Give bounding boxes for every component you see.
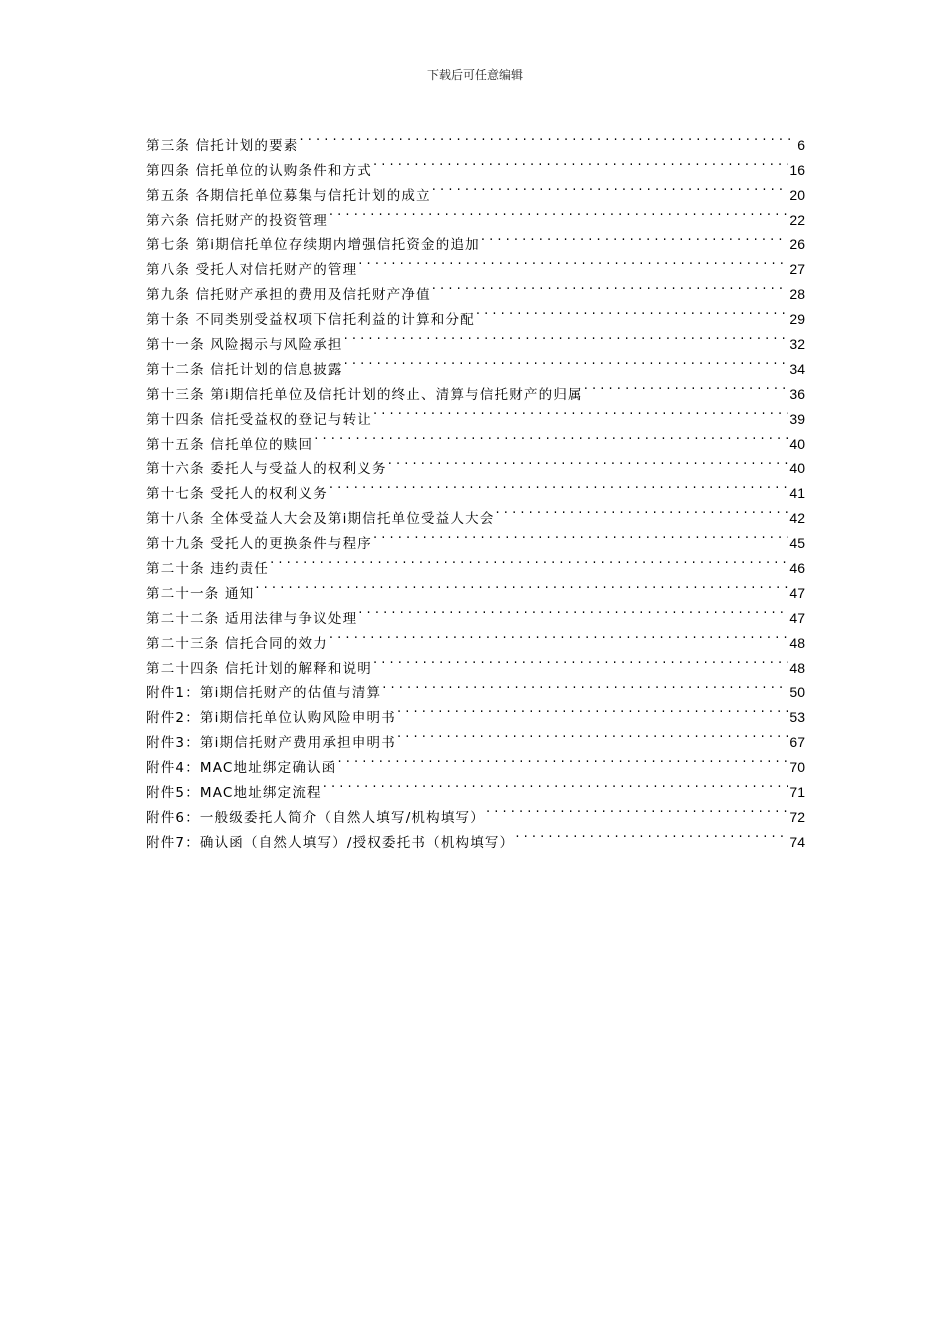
toc-entry-title: 第四条 信托单位的认购条件和方式 (146, 162, 372, 179)
page-header: 下载后可任意编辑 (426, 68, 523, 82)
toc-entry[interactable] (146, 125, 805, 154)
toc-entry-title: 第八条 受托人对信托财产的管理 (146, 262, 358, 279)
toc-entry-page-number: 45 (789, 535, 805, 552)
toc-entry-title: 第十一条 风险揭示与风险承担 (146, 337, 343, 354)
toc-entry-title: 第七条 第i期信托单位存续期内增强信托资金的追加 (146, 237, 480, 254)
toc-entry-title: 第十六条 委托人与受益人的权利义务 (146, 461, 387, 478)
toc-entry-page-number: 50 (789, 684, 805, 701)
toc-dot-leader (397, 697, 788, 722)
toc-dot-leader (255, 573, 788, 598)
toc-entry-title: 第九条 信托财产承担的费用及信托财产净值 (146, 287, 431, 304)
toc-entry-page-number: 40 (789, 435, 805, 452)
toc-entry-title: 第二十条 违约责任 (146, 561, 270, 578)
toc-entry-title: 第六条 信托财产的投资管理 (146, 212, 328, 229)
toc-entry-title: 第十条 不同类别受益权项下信托利益的计算和分配 (146, 312, 475, 329)
toc-entry-page-number: 22 (789, 211, 805, 228)
toc-dot-leader (373, 648, 788, 673)
toc-entry-title: 第三条 信托计划的要素 (146, 137, 299, 154)
toc-entry-page-number: 72 (789, 808, 805, 825)
toc-dot-leader (481, 225, 789, 250)
toc-dot-leader (382, 673, 788, 698)
toc-dot-leader (323, 772, 789, 797)
toc-entry-title: 附件2：第i期信托单位认购风险申明书 (146, 710, 396, 727)
toc-dot-leader (344, 349, 789, 374)
toc-entry-title: 附件6：一般级委托人简介（自然人填写/机构填写） (146, 809, 485, 826)
toc-dot-leader (373, 399, 788, 424)
toc-dot-leader (515, 822, 788, 847)
toc-dot-leader (432, 274, 789, 299)
toc-entry-title: 第十九条 受托人的更换条件与程序 (146, 536, 372, 553)
toc-dot-leader (314, 424, 788, 449)
toc-entry-title: 第二十三条 信托合同的效力 (146, 635, 328, 652)
toc-entry-page-number: 29 (789, 311, 805, 328)
toc-entry-title: 第十三条 第i期信托单位及信托计划的终止、清算与信托财产的归属 (146, 386, 583, 403)
toc-entry-title: 附件3：第i期信托财产费用承担申明书 (146, 735, 396, 752)
toc-dot-leader (373, 523, 788, 548)
toc-dot-leader (337, 747, 788, 772)
toc-entry-title: 附件4：MAC地址绑定确认函 (146, 760, 337, 777)
toc-dot-leader (496, 498, 789, 523)
toc-dot-leader (358, 598, 788, 623)
toc-dot-leader (373, 150, 788, 175)
toc-entry-title: 第五条 各期信托单位募集与信托计划的成立 (146, 187, 431, 204)
toc-entry-page-number: 71 (789, 784, 805, 801)
toc-dot-leader (486, 797, 788, 822)
toc-entry-page-number: 28 (789, 286, 805, 303)
toc-entry-title: 第十七条 受托人的权利义务 (146, 486, 328, 503)
table-of-contents (146, 125, 805, 851)
toc-entry-title: 第十五条 信托单位的赎回 (146, 436, 314, 453)
toc-entry-title: 第十八条 全体受益人大会及第i期信托单位受益人大会 (146, 511, 495, 528)
toc-entry-page-number: 46 (789, 560, 805, 577)
toc-dot-leader (329, 200, 789, 225)
toc-entry-title: 第十四条 信托受益权的登记与转让 (146, 411, 372, 428)
toc-entry-title: 第十二条 信托计划的信息披露 (146, 361, 343, 378)
toc-entry-title: 第二十四条 信托计划的解释和说明 (146, 660, 372, 677)
toc-dot-leader (329, 623, 789, 648)
toc-entry-page-number: 32 (789, 336, 805, 353)
toc-dot-leader (344, 324, 789, 349)
toc-entry-page-number: 16 (789, 161, 805, 178)
toc-entry-page-number: 48 (789, 634, 805, 651)
toc-entry-page-number: 6 (797, 136, 805, 153)
toc-entry-page-number: 41 (789, 485, 805, 502)
toc-dot-leader (397, 722, 788, 747)
toc-dot-leader (329, 473, 789, 498)
toc-entry-page-number: 74 (789, 833, 805, 850)
toc-dot-leader (270, 548, 788, 573)
toc-entry-page-number: 27 (789, 261, 805, 278)
toc-dot-leader (476, 299, 789, 324)
toc-entry-title: 附件7：确认函（自然人填写）/授权委托书（机构填写） (146, 834, 515, 851)
toc-dot-leader (432, 175, 789, 200)
toc-entry-page-number: 39 (789, 410, 805, 427)
toc-dot-leader (358, 249, 788, 274)
toc-entry-page-number: 48 (789, 659, 805, 676)
toc-entry-title: 附件1：第i期信托财产的估值与清算 (146, 685, 382, 702)
toc-entry-page-number: 53 (789, 709, 805, 726)
toc-entry-title: 第二十二条 适用法律与争议处理 (146, 610, 358, 627)
toc-dot-leader (300, 125, 797, 150)
toc-entry-title: 附件5：MAC地址绑定流程 (146, 785, 322, 802)
toc-entry-page-number: 47 (789, 584, 805, 601)
toc-entry-page-number: 40 (789, 460, 805, 477)
toc-entry-page-number: 36 (789, 385, 805, 402)
toc-entry-page-number: 47 (789, 609, 805, 626)
toc-entry-page-number: 70 (789, 759, 805, 776)
toc-entry-page-number: 26 (789, 236, 805, 253)
toc-dot-leader (584, 374, 789, 399)
toc-entry-page-number: 42 (789, 510, 805, 527)
toc-entry-title: 第二十一条 通知 (146, 585, 255, 602)
toc-entry-page-number: 34 (789, 360, 805, 377)
toc-entry-page-number: 20 (789, 186, 805, 203)
toc-entry-page-number: 67 (789, 734, 805, 751)
toc-dot-leader (388, 449, 789, 474)
